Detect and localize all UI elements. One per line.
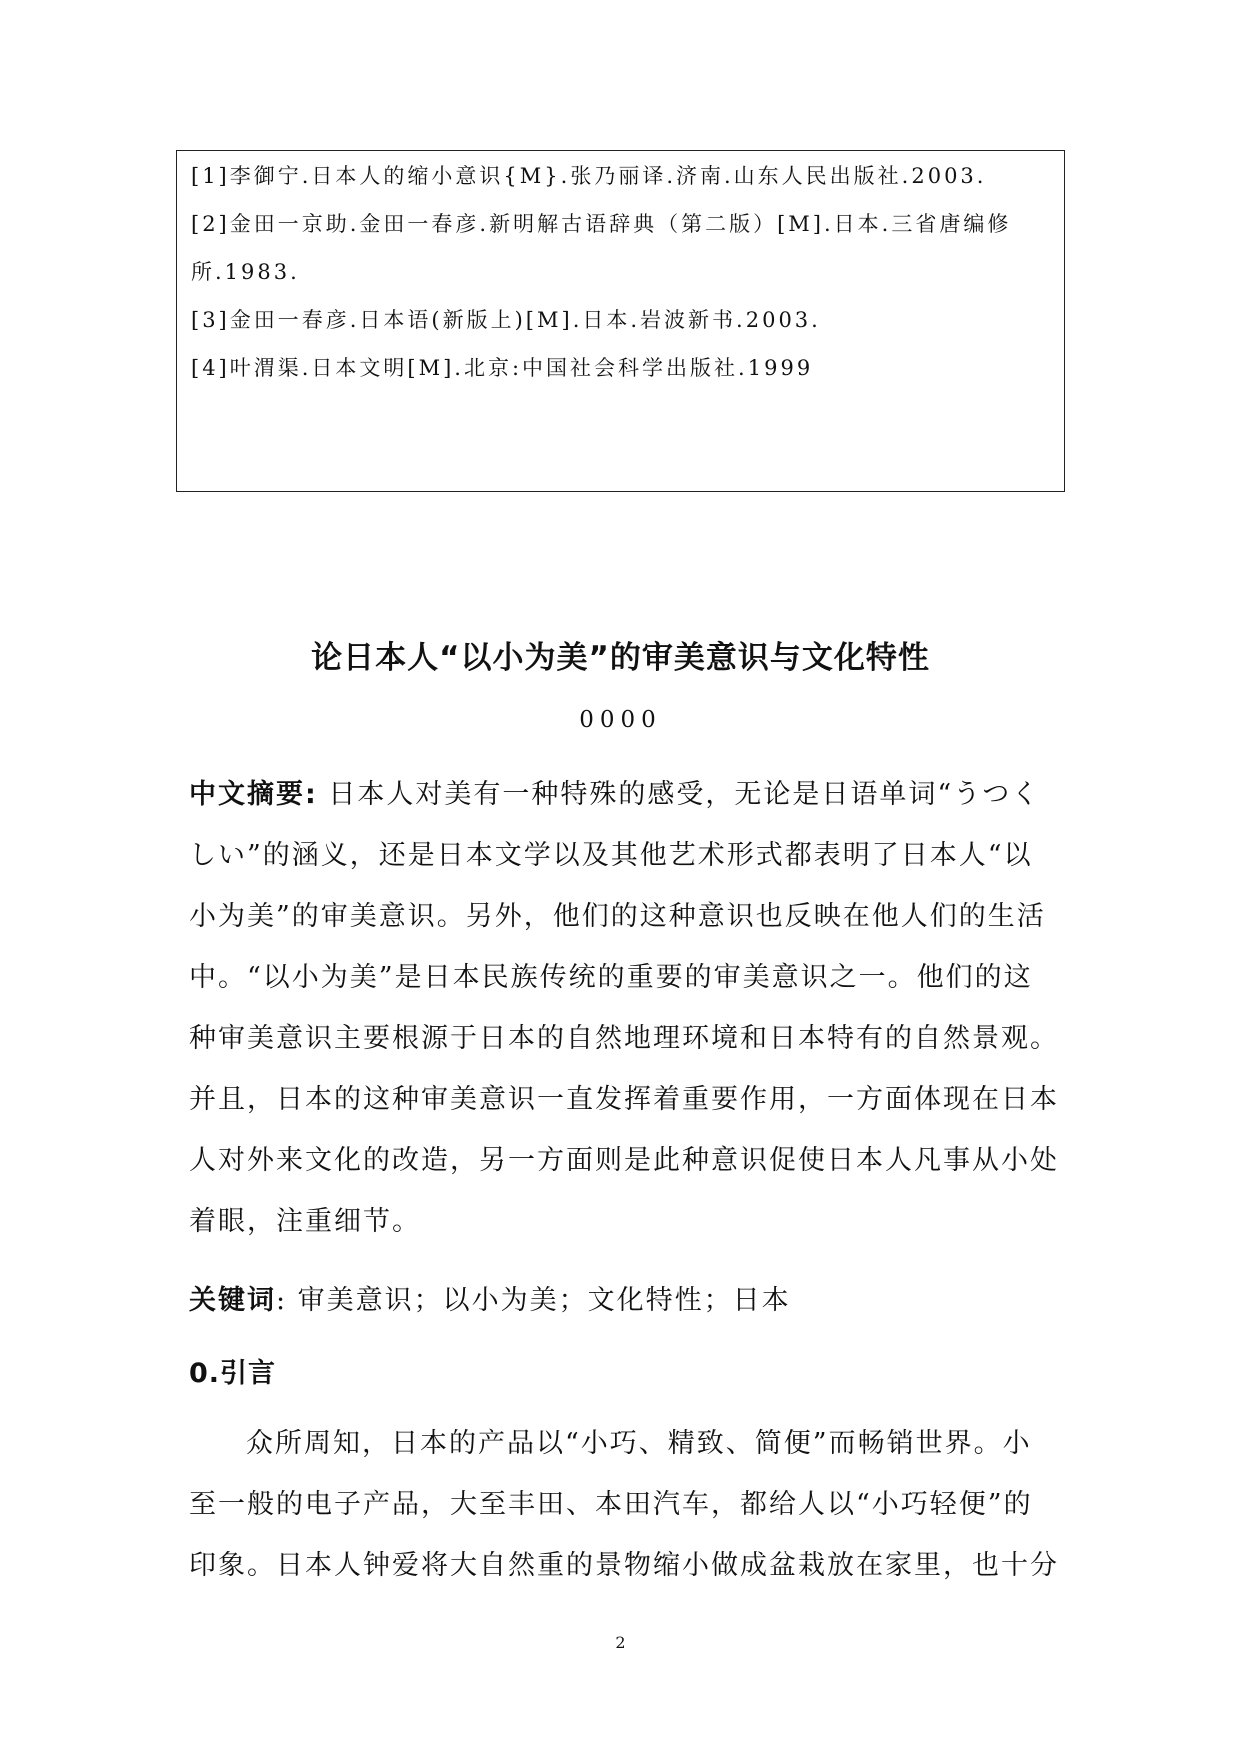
intro-line: 至一般的电子产品，大至丰田、本田汽车，都给人以“小巧轻便”的 xyxy=(189,1489,1033,1520)
section-heading: 0.引言 xyxy=(189,1358,277,1389)
intro-line: 众所周知，日本的产品以“小巧、精致、简便”而畅销世界。小 xyxy=(246,1428,1032,1459)
abstract-first-line xyxy=(189,773,1040,817)
keywords-label: 关键词 xyxy=(189,1285,276,1316)
abstract-line: しい”的涵义，还是日本文学以及其他艺术形式都表明了日本人“以 xyxy=(189,840,1033,871)
reference-item: [4]叶渭渠.日本文明[M].北京:中国社会科学出版社.1999 xyxy=(191,356,814,380)
paper-title: 论日本人“以小为美”的审美意识与文化特性 xyxy=(311,640,930,676)
abstract-line: 着眼，注重细节。 xyxy=(189,1206,421,1237)
reference-item: 所.1983. xyxy=(191,260,300,284)
keywords-text: : 审美意识；以小为美；文化特性；日本 xyxy=(276,1285,791,1316)
abstract-line: 中。“以小为美”是日本民族传统的重要的审美意识之一。他们的这 xyxy=(189,962,1033,993)
reference-item: [1]李御宁.日本人的缩小意识{M}.张乃丽译.济南.山东人民出版社.2003. xyxy=(191,164,987,188)
author: 0000 xyxy=(579,707,662,733)
abstract-line: 人对外来文化的改造，另一方面则是此种意识促使日本人凡事从小处 xyxy=(189,1145,1059,1176)
abstract-line: 种审美意识主要根源于日本的自然地理环境和日本特有的自然景观。 xyxy=(189,1023,1059,1054)
keywords-line xyxy=(189,1279,791,1323)
abstract-line: 并且，日本的这种审美意识一直发挥着重要作用，一方面体现在日本 xyxy=(189,1084,1059,1115)
reference-item: [3]金田一春彦.日本语(新版上)[M].日本.岩波新书.2003. xyxy=(191,308,821,332)
page-number: 2 xyxy=(615,1633,626,1652)
references-box xyxy=(176,150,1065,492)
reference-item: [2]金田一京助.金田一春彦.新明解古语辞典（第二版）[M].日本.三省唐编修 xyxy=(191,212,1012,236)
intro-line: 印象。日本人钟爱将大自然重的景物缩小做成盆栽放在家里，也十分 xyxy=(189,1550,1059,1581)
abstract-text: 日本人对美有一种特殊的感受，无论是日语单词“うつく xyxy=(328,779,1041,810)
abstract-label: 中文摘要: xyxy=(189,779,318,810)
abstract-line: 小为美”的审美意识。另外，他们的这种意识也反映在他人们的生活 xyxy=(189,901,1046,932)
